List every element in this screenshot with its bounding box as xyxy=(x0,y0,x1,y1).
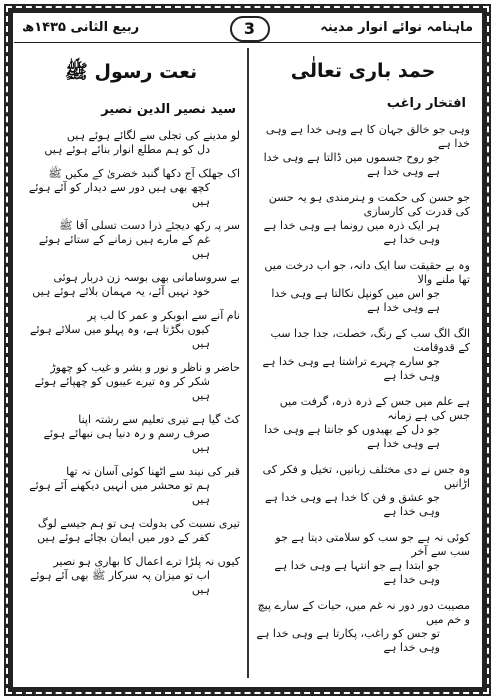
header-date: ربیع الثانی ۱۴۳۵ھ xyxy=(22,20,140,35)
hamd-title: حمد باری تعالٰی xyxy=(290,60,436,82)
hamd-couplet xyxy=(256,599,470,655)
hamd-verse-line: جو دل کے بھیدوں کو جانتا ہے وہی خدا ہے وہی خدا ہے xyxy=(264,423,440,450)
naat-verse-line: غم کے مارے ہیں زمانے کے ستائے ہوئے ہیں xyxy=(38,233,210,260)
naat-verse-line: تیری نسبت کی بدولت ہی تو ہم جیسے لوگ xyxy=(37,517,240,530)
naat-verse-line: قبر کی نیند سے اٹھنا کوئی آسان نہ تھا xyxy=(66,465,240,478)
naat-verse-line: اب تو میزان پہ سرکار ﷺ بھی آئے ہوئے ہیں xyxy=(29,569,210,596)
page-number: 3 xyxy=(230,16,270,42)
naat-title: نعت رسول ﷺ xyxy=(64,61,198,83)
header-magazine-title: ماہنامہ نوائے انوار مدینہ xyxy=(320,20,473,35)
naat-verse-line: نام آنے سے ابوبکر و عمر کا لب پر xyxy=(87,309,240,322)
naat-verse-line: لو مدینے کی تجلی سے لگائے ہوئے ہیں xyxy=(66,129,240,142)
hamd-verse-line: جو حسن کی حکمت و ہنرمندی ہو یہ حسن کی قدرت کی کارسازی xyxy=(268,191,470,218)
naat-couplet xyxy=(22,219,240,261)
naat-verse-line: کیوں بگڑتا ہے، وہ پہلو میں سلائے ہوئے ہیں xyxy=(30,323,210,350)
naat-verse-line: اک جھلک آج دکھا گنبد خضریٰ کے مکیں ﷺ xyxy=(48,167,240,180)
naat-column xyxy=(22,52,240,607)
naat-verse-line: کفر کے دور میں ایمان بچائے ہوئے ہیں xyxy=(37,531,210,544)
naat-verse-line: بے سروسامانی بھی بوسہ زن دربار ہوئی xyxy=(53,271,240,284)
hamd-verse-line: جو سارے چہرے تراشتا ہے وہی خدا ہے وہی خدا ہے xyxy=(262,355,440,382)
hamd-column xyxy=(256,52,470,667)
hamd-couplet xyxy=(256,395,470,451)
hamd-couplet xyxy=(256,259,470,315)
naat-verse-line: کٹ گیا ہے تیری تعلیم سے رشتہ اپنا xyxy=(78,413,240,426)
hamd-verse-line: الگ الگ سب کے رنگ، خصلت، جدا جدا سب کے قدوقامت xyxy=(270,327,470,354)
naat-verse-line: حاضر و ناظر و نور و بشر و غیب کو چھوڑ xyxy=(50,361,240,374)
hamd-verse-line: وہ جس نے دی مختلف زبانیں، تخیل و فکر کی اڑانیں xyxy=(262,463,470,490)
naat-verse-line: خود نہیں آئے، یہ مہمان بلائے ہوئے ہیں xyxy=(32,285,210,298)
hamd-author: افتخار راغب xyxy=(386,96,466,111)
hamd-couplet xyxy=(256,531,470,587)
naat-couplet xyxy=(22,129,240,157)
page-header xyxy=(14,14,481,43)
naat-verse-line: شکر کر وہ تیرے عیبوں کو چھپائے ہوئے ہیں xyxy=(34,375,210,402)
hamd-verse-line: تو جس کو راغب، پکارتا ہے وہی خدا ہے وہی خدا ہے xyxy=(256,627,440,654)
hamd-verse-line: جو اس میں کونپل نکالتا ہے وہی خدا ہے وہی خدا ہے xyxy=(271,287,440,314)
hamd-body xyxy=(256,123,470,655)
column-divider xyxy=(247,48,249,678)
naat-couplet xyxy=(22,465,240,507)
hamd-couplet xyxy=(256,123,470,179)
hamd-verse-line: کوئی نہ ہے جو سب کو سلامتی دیتا ہے جو سب سے آخر xyxy=(275,531,470,558)
naat-verse-line: صرف رسم و رہ دنیا ہی نبھائے ہوئے ہیں xyxy=(43,427,210,454)
hamd-verse-line: جو ابتدا ہے جو انتہا ہے وہی خدا ہے وہی خدا ہے xyxy=(274,559,440,586)
hamd-verse-line: ہر ایک ذرہ میں رونما ہے وہی خدا ہے وہی خدا ہے xyxy=(263,219,440,246)
naat-verse-line: کچھ بھی ہیں دور سے دیدار کو آئے ہوئے ہیں xyxy=(28,181,210,208)
naat-verse-line: دل کو ہم مطلع انوار بنائے ہوئے ہیں xyxy=(44,143,210,156)
naat-couplet xyxy=(22,271,240,299)
naat-couplet xyxy=(22,413,240,455)
naat-author: سید نصیر الدین نصیر xyxy=(101,102,236,117)
hamd-verse-line: جو روح جسموں میں ڈالتا ہے وہی خدا ہے وہی خدا ہے xyxy=(263,151,440,178)
naat-verse-line: کیوں نہ پلڑا ترے اعمال کا بھاری ہو نصیر xyxy=(53,555,240,568)
hamd-verse-line: مصیبت دور دور نہ غم میں، حیات کے سارے پیچ و خم میں xyxy=(257,599,470,626)
naat-couplet xyxy=(22,361,240,403)
naat-couplet xyxy=(22,555,240,597)
hamd-couplet xyxy=(256,463,470,519)
hamd-verse-line: وہ بے حقیقت سا ایک دانہ، جو اب درخت میں تھا ملنے والا xyxy=(264,259,470,286)
naat-verse-line: ہم تو محشر میں انہیں دیکھنے آئے ہوئے ہیں xyxy=(29,479,210,506)
naat-couplet xyxy=(22,517,240,545)
hamd-couplet xyxy=(256,191,470,247)
hamd-verse-line: ہے علم میں جس کے ذرہ ذرہ، گرفت میں جس کی ہے زمانہ xyxy=(279,395,470,422)
hamd-verse-line: وہی جو خالق جہان کا ہے وہی خدا ہے وہی خدا ہے xyxy=(265,123,470,150)
naat-body xyxy=(22,129,240,597)
naat-couplet xyxy=(22,167,240,209)
hamd-couplet xyxy=(256,327,470,383)
naat-couplet xyxy=(22,309,240,351)
hamd-verse-line: جو عشق و فن کا خدا ہے وہی خدا ہے وہی خدا ہے xyxy=(264,491,440,518)
naat-verse-line: سر پہ رکھ دیجئے ذرا دست تسلی آقا ﷺ xyxy=(59,219,240,232)
